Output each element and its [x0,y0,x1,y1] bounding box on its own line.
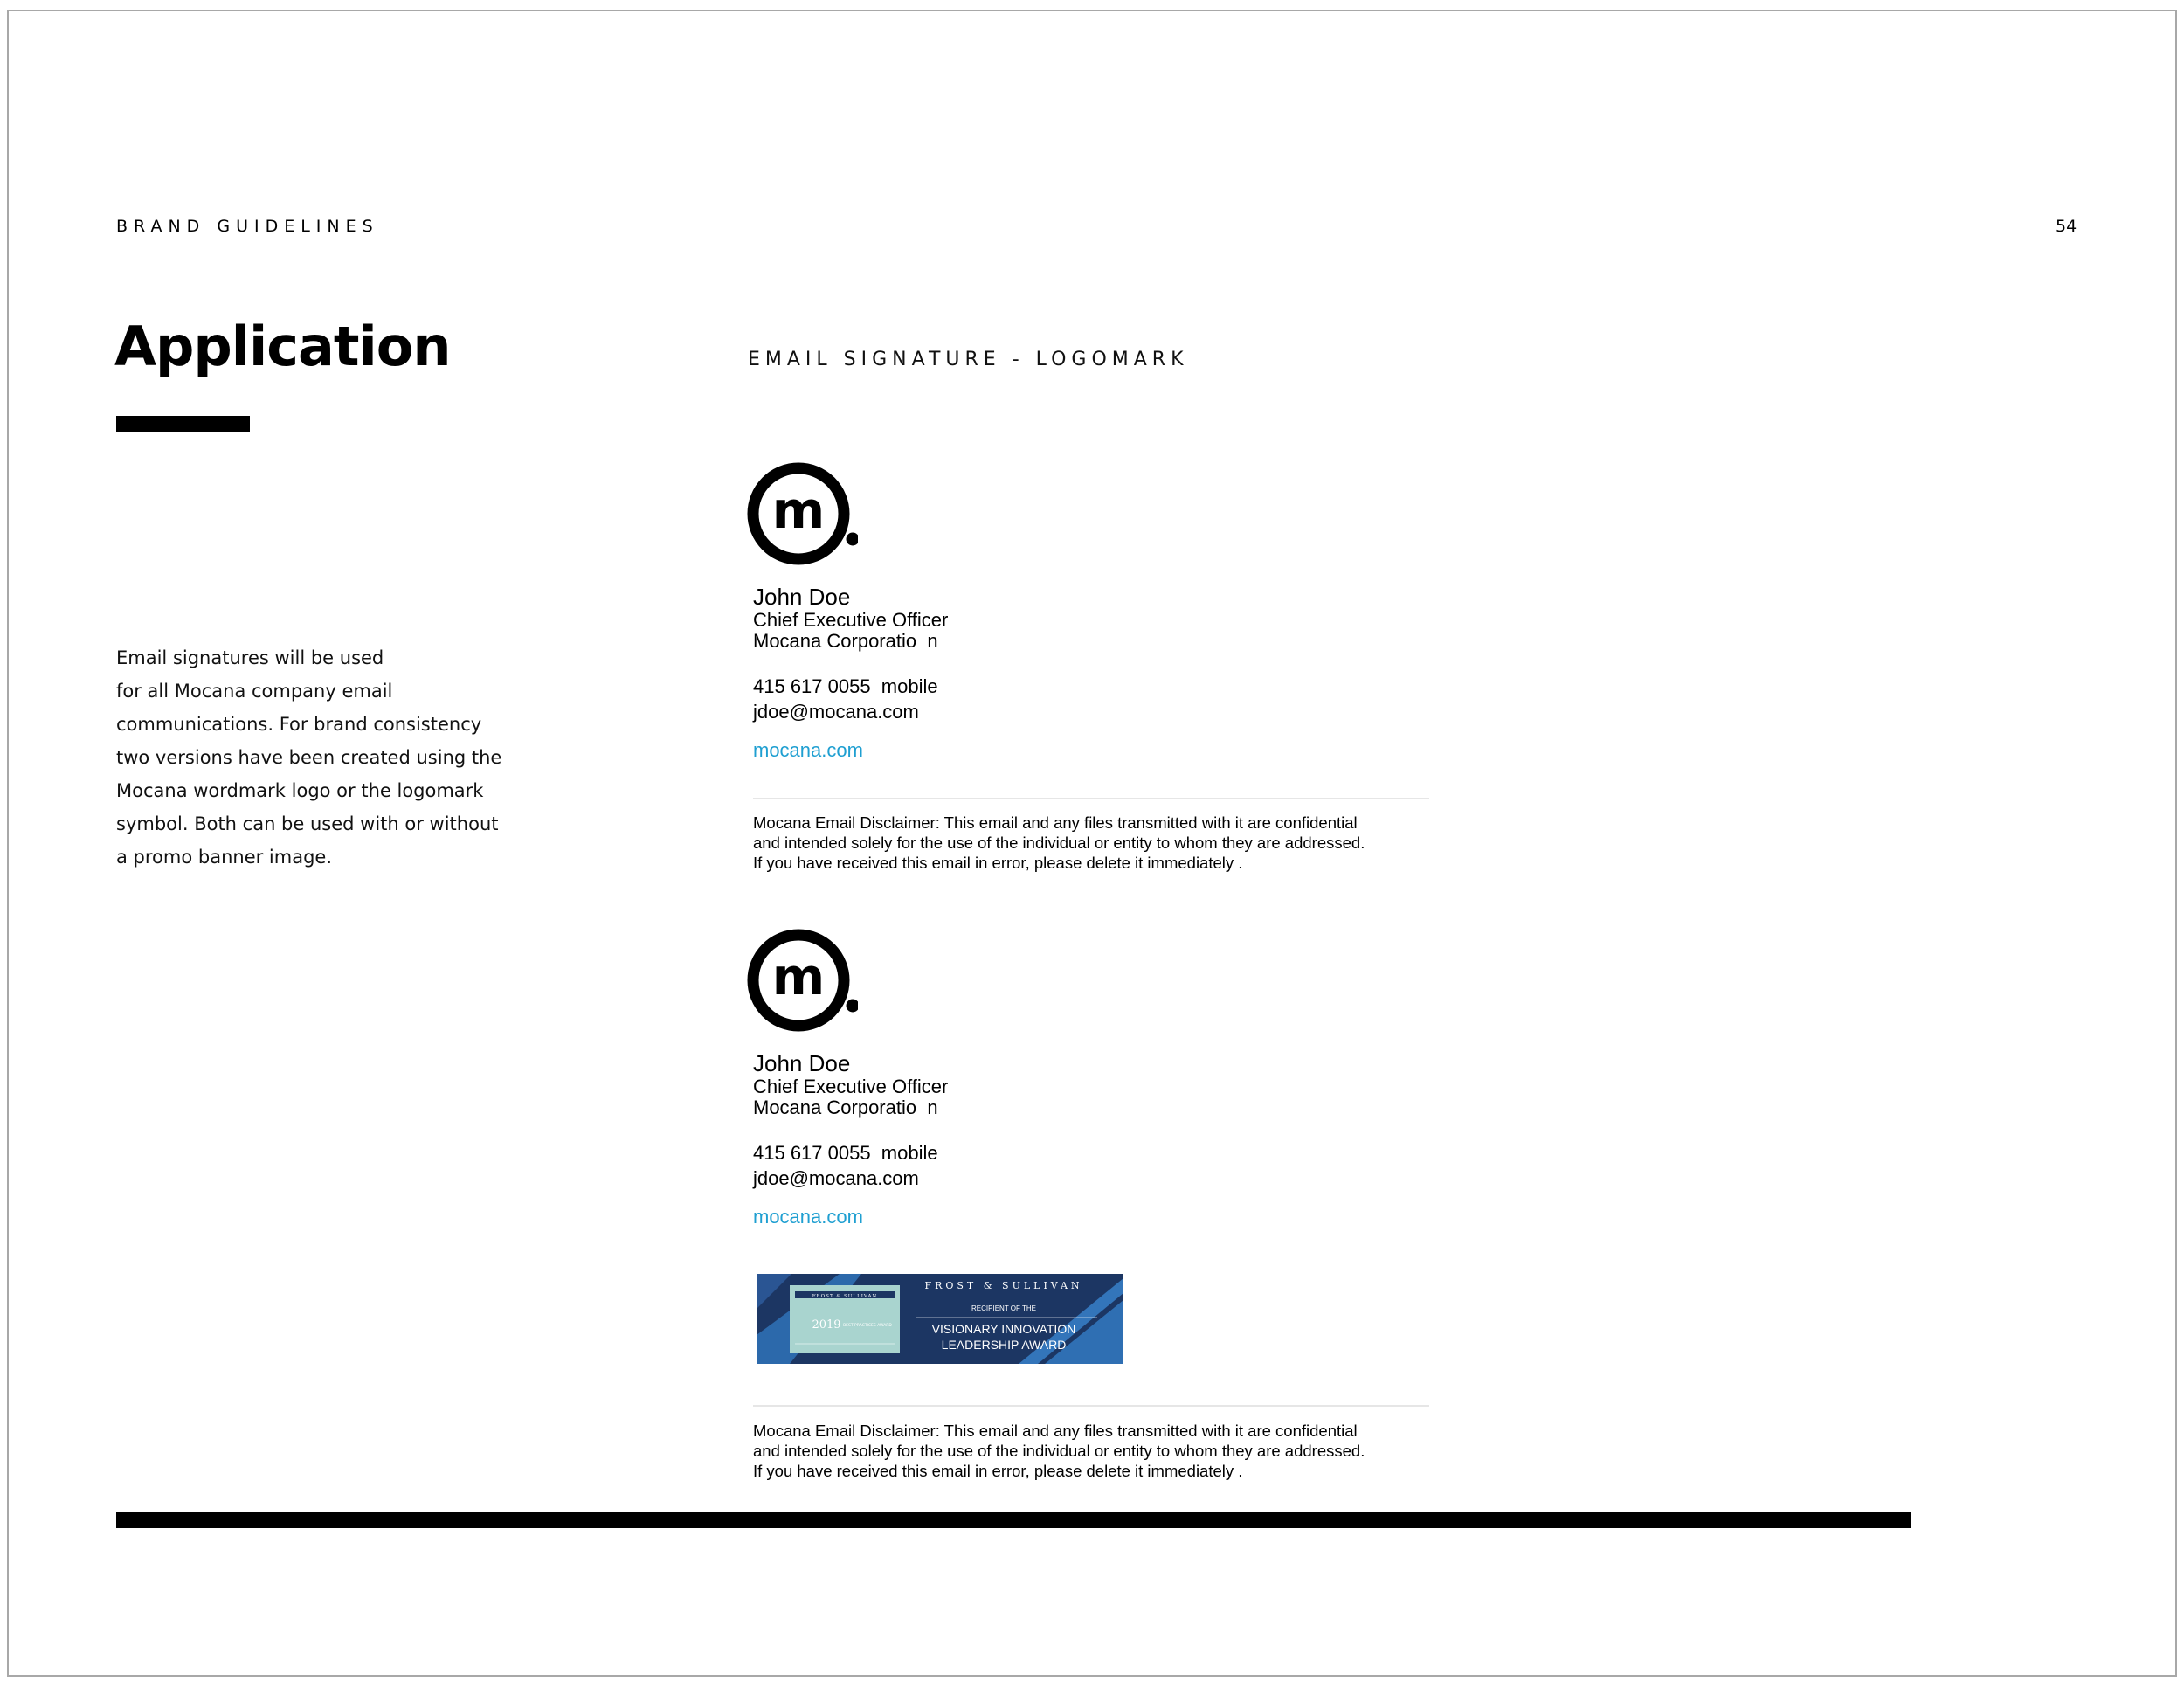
page-number: 54 [2056,217,2077,236]
intro-line: Mocana wordmark logo or the logomark [116,780,484,801]
signature-phone: 415 617 0055 mobile [753,1142,938,1164]
promo-banner[interactable] [757,1274,1123,1364]
signature-role: Chief Executive Officer [753,1076,949,1097]
signature-website-link[interactable]: mocana.com [753,1206,863,1228]
title-underline [116,416,250,432]
svg-text:BEST PRACTICES AWARD: BEST PRACTICES AWARD [843,1324,892,1328]
header-label: BRAND GUIDELINES [116,217,379,236]
svg-text:2019: 2019 [812,1318,841,1332]
signature-phone: 415 617 0055 mobile [753,675,938,697]
svg-text:LEADERSHIP AWARD: LEADERSHIP AWARD [941,1338,1067,1352]
signature-company: Mocana Corporatio n [753,1097,938,1118]
svg-text:RECIPIENT OF THE: RECIPIENT OF THE [971,1304,1036,1312]
email-disclaimer [753,813,1452,873]
intro-line: symbol. Both can be used with or without [116,813,499,834]
signature-name: John Doe [753,1050,851,1076]
intro-paragraph [116,641,501,874]
svg-text:VISIONARY INNOVATION: VISIONARY INNOVATION [931,1322,1076,1336]
intro-line: communications. For brand consistency [116,714,482,735]
divider [753,1405,1429,1407]
disclaimer-line: Mocana Email Disclaimer: This email and any files transmitted with it are confidential [753,1422,1358,1440]
disclaimer-line: and intended solely for the use of the individual or entity to whom they are addressed. [753,834,1365,852]
disclaimer-line: and intended solely for the use of the individual or entity to whom they are addressed. [753,1442,1365,1460]
svg-text:m: m [771,481,826,540]
mocana-logomark-icon [744,928,858,1033]
page-title: Application [114,315,451,378]
signature-website-link[interactable]: mocana.com [753,739,863,761]
footer-bar [116,1512,1911,1528]
intro-line: for all Mocana company email [116,681,393,702]
disclaimer-line: If you have received this email in error, please delete it immediately . [753,854,1243,872]
signature-block [753,584,1469,762]
svg-text:m: m [771,947,826,1007]
signature-role: Chief Executive Officer [753,609,949,631]
intro-line: two versions have been created using the [116,747,502,768]
signature-email[interactable]: jdoe@mocana.com [753,1167,919,1189]
signature-email[interactable]: jdoe@mocana.com [753,701,919,723]
intro-line: a promo banner image. [116,847,333,868]
section-label: EMAIL SIGNATURE - LOGOMARK [748,349,1189,370]
svg-text:FROST & SULLIVAN: FROST & SULLIVAN [812,1294,878,1299]
divider [753,798,1429,799]
intro-line: Email signatures will be used [116,647,384,668]
mocana-logomark-icon [744,461,858,566]
svg-text:FROST & SULLIVAN: FROST & SULLIVAN [924,1280,1083,1291]
email-disclaimer [753,1421,1452,1481]
disclaimer-line: If you have received this email in error, please delete it immediately . [753,1462,1243,1480]
disclaimer-line: Mocana Email Disclaimer: This email and any files transmitted with it are confidential [753,813,1358,832]
signature-name: John Doe [753,584,851,610]
signature-company: Mocana Corporatio n [753,630,938,652]
signature-block [753,1050,1469,1228]
